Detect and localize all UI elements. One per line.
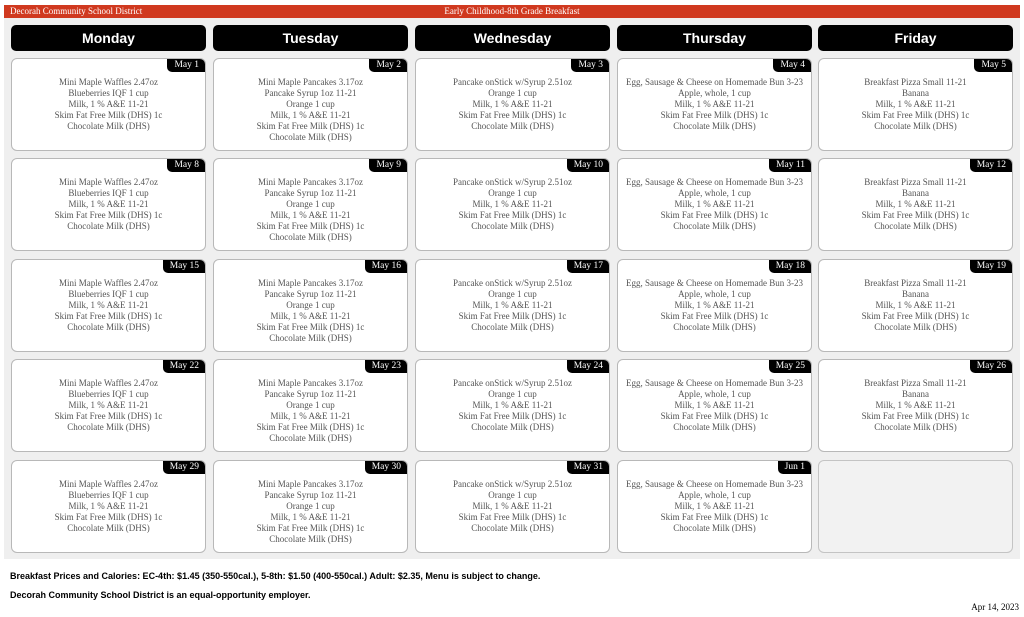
menu-item: Egg, Sausage & Cheese on Homemade Bun 3-23 xyxy=(626,479,803,489)
day-cell xyxy=(213,460,408,553)
menu-item: Banana xyxy=(902,188,929,198)
date-label: May 12 xyxy=(970,159,1012,172)
day-header-wednesday: Wednesday xyxy=(415,25,610,51)
menu-item: Orange 1 cup xyxy=(286,99,335,109)
employer-note: Decorah Community School District is an equal-opportunity employer. xyxy=(10,590,311,600)
menu-item: Chocolate Milk (DHS) xyxy=(269,232,352,242)
menu-item: Milk, 1 % A&E 11-21 xyxy=(472,400,553,410)
menu-item: Breakfast Pizza Small 11-21 xyxy=(864,278,967,288)
menu-item: Milk, 1 % A&E 11-21 xyxy=(875,99,956,109)
menu-item: Chocolate Milk (DHS) xyxy=(471,322,554,332)
day-cell xyxy=(213,158,408,251)
menu-item-list xyxy=(618,378,811,433)
menu-item: Pancake Syrup 1oz 11-21 xyxy=(264,490,357,500)
menu-item: Skim Fat Free Milk (DHS) 1c xyxy=(256,322,365,332)
date-label: May 31 xyxy=(567,461,609,474)
menu-item: Egg, Sausage & Cheese on Homemade Bun 3-23 xyxy=(626,177,803,187)
menu-item-list xyxy=(214,278,407,344)
day-cell xyxy=(617,460,812,553)
menu-item: Milk, 1 % A&E 11-21 xyxy=(270,110,351,120)
date-label: May 3 xyxy=(571,59,609,72)
menu-item: Chocolate Milk (DHS) xyxy=(67,523,150,533)
menu-item: Chocolate Milk (DHS) xyxy=(673,221,756,231)
menu-item: Breakfast Pizza Small 11-21 xyxy=(864,177,967,187)
print-date: Apr 14, 2023 xyxy=(971,602,1019,612)
menu-item-list xyxy=(618,479,811,534)
menu-item: Milk, 1 % A&E 11-21 xyxy=(68,199,149,209)
menu-item: Banana xyxy=(902,289,929,299)
menu-item: Milk, 1 % A&E 11-21 xyxy=(270,210,351,220)
menu-item: Chocolate Milk (DHS) xyxy=(67,221,150,231)
menu-item: Chocolate Milk (DHS) xyxy=(874,322,957,332)
menu-item-list xyxy=(618,177,811,232)
menu-item: Chocolate Milk (DHS) xyxy=(673,121,756,131)
menu-item: Apple, whole, 1 cup xyxy=(678,88,751,98)
menu-item: Orange 1 cup xyxy=(286,400,335,410)
menu-item: Chocolate Milk (DHS) xyxy=(673,422,756,432)
menu-item: Skim Fat Free Milk (DHS) 1c xyxy=(660,512,769,522)
menu-item: Apple, whole, 1 cup xyxy=(678,289,751,299)
menu-item: Skim Fat Free Milk (DHS) 1c xyxy=(660,210,769,220)
day-cell xyxy=(617,158,812,251)
day-cell xyxy=(415,58,610,151)
date-label: May 25 xyxy=(769,360,811,373)
day-cell xyxy=(11,58,206,151)
menu-item: Chocolate Milk (DHS) xyxy=(471,121,554,131)
menu-item: Chocolate Milk (DHS) xyxy=(874,221,957,231)
menu-item-list xyxy=(819,378,1012,433)
menu-item-list xyxy=(214,177,407,243)
menu-item: Breakfast Pizza Small 11-21 xyxy=(864,378,967,388)
menu-item: Skim Fat Free Milk (DHS) 1c xyxy=(861,110,970,120)
prices-note: Breakfast Prices and Calories: EC-4th: $1.45 (350-550cal.), 5-8th: $1.50 (400-550cal.) Adult: $2.35, Menu is subject to change. xyxy=(10,571,541,581)
menu-item: Skim Fat Free Milk (DHS) 1c xyxy=(54,110,163,120)
menu-item: Mini Maple Waffles 2.47oz xyxy=(59,278,158,288)
menu-item: Blueberries IQF 1 cup xyxy=(68,188,149,198)
menu-item: Milk, 1 % A&E 11-21 xyxy=(270,512,351,522)
menu-item-list xyxy=(12,378,205,433)
menu-item: Milk, 1 % A&E 11-21 xyxy=(68,501,149,511)
menu-item: Orange 1 cup xyxy=(488,490,537,500)
menu-item: Egg, Sausage & Cheese on Homemade Bun 3-23 xyxy=(626,77,803,87)
date-label: May 30 xyxy=(365,461,407,474)
menu-item-list xyxy=(819,77,1012,132)
menu-item: Milk, 1 % A&E 11-21 xyxy=(270,311,351,321)
date-label: May 24 xyxy=(567,360,609,373)
menu-item: Chocolate Milk (DHS) xyxy=(471,221,554,231)
menu-item: Milk, 1 % A&E 11-21 xyxy=(674,501,755,511)
date-label: May 5 xyxy=(974,59,1012,72)
menu-item: Milk, 1 % A&E 11-21 xyxy=(472,501,553,511)
menu-item: Pancake onStick w/Syrup 2.51oz xyxy=(453,77,572,87)
menu-item: Mini Maple Pancakes 3.17oz xyxy=(258,278,363,288)
district-name: Decorah Community School District xyxy=(10,6,143,16)
menu-item: Skim Fat Free Milk (DHS) 1c xyxy=(660,110,769,120)
menu-item: Mini Maple Pancakes 3.17oz xyxy=(258,77,363,87)
day-cell xyxy=(11,158,206,251)
day-cell xyxy=(617,359,812,452)
menu-item: Skim Fat Free Milk (DHS) 1c xyxy=(256,221,365,231)
menu-item: Skim Fat Free Milk (DHS) 1c xyxy=(660,311,769,321)
menu-item-list xyxy=(819,177,1012,232)
calendar-grid xyxy=(4,18,1020,559)
menu-item: Chocolate Milk (DHS) xyxy=(673,322,756,332)
menu-item: Skim Fat Free Milk (DHS) 1c xyxy=(256,121,365,131)
menu-item: Pancake Syrup 1oz 11-21 xyxy=(264,188,357,198)
menu-item-list xyxy=(12,278,205,333)
menu-item: Chocolate Milk (DHS) xyxy=(673,523,756,533)
menu-item: Chocolate Milk (DHS) xyxy=(471,523,554,533)
menu-item: Orange 1 cup xyxy=(286,501,335,511)
menu-item: Skim Fat Free Milk (DHS) 1c xyxy=(660,411,769,421)
menu-title: Early Childhood-8th Grade Breakfast xyxy=(444,6,580,16)
menu-item: Chocolate Milk (DHS) xyxy=(269,132,352,142)
day-cell xyxy=(213,58,408,151)
date-label: May 29 xyxy=(163,461,205,474)
date-label: May 19 xyxy=(970,260,1012,273)
date-label: May 8 xyxy=(167,159,205,172)
menu-item: Skim Fat Free Milk (DHS) 1c xyxy=(861,210,970,220)
menu-item: Skim Fat Free Milk (DHS) 1c xyxy=(256,523,365,533)
menu-item: Apple, whole, 1 cup xyxy=(678,490,751,500)
menu-item: Milk, 1 % A&E 11-21 xyxy=(674,400,755,410)
menu-item-list xyxy=(618,77,811,132)
date-label: May 15 xyxy=(163,260,205,273)
menu-item: Milk, 1 % A&E 11-21 xyxy=(674,199,755,209)
date-label: May 22 xyxy=(163,360,205,373)
date-label: May 10 xyxy=(567,159,609,172)
menu-item: Chocolate Milk (DHS) xyxy=(269,333,352,343)
menu-item: Chocolate Milk (DHS) xyxy=(269,433,352,443)
day-cell xyxy=(213,259,408,352)
menu-item-list xyxy=(416,479,609,534)
date-label: May 2 xyxy=(369,59,407,72)
menu-item: Chocolate Milk (DHS) xyxy=(67,121,150,131)
menu-item: Skim Fat Free Milk (DHS) 1c xyxy=(458,210,567,220)
date-label: May 9 xyxy=(369,159,407,172)
date-label: May 11 xyxy=(769,159,811,172)
menu-item: Orange 1 cup xyxy=(286,300,335,310)
menu-item: Milk, 1 % A&E 11-21 xyxy=(472,199,553,209)
menu-item: Egg, Sausage & Cheese on Homemade Bun 3-23 xyxy=(626,278,803,288)
menu-item: Chocolate Milk (DHS) xyxy=(874,422,957,432)
day-cell xyxy=(213,359,408,452)
menu-item-list xyxy=(618,278,811,333)
day-header-tuesday: Tuesday xyxy=(213,25,408,51)
menu-item: Apple, whole, 1 cup xyxy=(678,188,751,198)
date-label: May 23 xyxy=(365,360,407,373)
menu-item: Pancake onStick w/Syrup 2.51oz xyxy=(453,177,572,187)
menu-item: Skim Fat Free Milk (DHS) 1c xyxy=(861,311,970,321)
date-label: Jun 1 xyxy=(778,461,811,474)
menu-item: Banana xyxy=(902,88,929,98)
menu-item: Skim Fat Free Milk (DHS) 1c xyxy=(458,411,567,421)
menu-item: Blueberries IQF 1 cup xyxy=(68,389,149,399)
menu-item: Orange 1 cup xyxy=(286,199,335,209)
day-cell xyxy=(11,259,206,352)
day-header-monday: Monday xyxy=(11,25,206,51)
menu-item: Skim Fat Free Milk (DHS) 1c xyxy=(54,311,163,321)
day-cell xyxy=(818,259,1013,352)
menu-item-list xyxy=(12,77,205,132)
menu-item: Egg, Sausage & Cheese on Homemade Bun 3-23 xyxy=(626,378,803,388)
menu-item: Blueberries IQF 1 cup xyxy=(68,88,149,98)
menu-item: Blueberries IQF 1 cup xyxy=(68,490,149,500)
menu-item-list xyxy=(214,77,407,143)
menu-item: Pancake onStick w/Syrup 2.51oz xyxy=(453,378,572,388)
menu-item: Chocolate Milk (DHS) xyxy=(874,121,957,131)
menu-item: Pancake Syrup 1oz 11-21 xyxy=(264,289,357,299)
menu-item-list xyxy=(12,479,205,534)
menu-item: Milk, 1 % A&E 11-21 xyxy=(270,411,351,421)
menu-item-list xyxy=(214,378,407,444)
day-cell xyxy=(415,359,610,452)
menu-item-list xyxy=(416,378,609,433)
menu-item: Orange 1 cup xyxy=(488,289,537,299)
menu-item: Milk, 1 % A&E 11-21 xyxy=(472,300,553,310)
top-banner xyxy=(4,5,1020,18)
day-cell xyxy=(617,58,812,151)
day-cell xyxy=(818,158,1013,251)
date-label: May 17 xyxy=(567,260,609,273)
menu-item: Mini Maple Waffles 2.47oz xyxy=(59,77,158,87)
menu-item-list xyxy=(416,278,609,333)
menu-item: Milk, 1 % A&E 11-21 xyxy=(674,300,755,310)
menu-item-list xyxy=(12,177,205,232)
menu-item: Mini Maple Pancakes 3.17oz xyxy=(258,479,363,489)
menu-item: Mini Maple Pancakes 3.17oz xyxy=(258,177,363,187)
menu-item: Chocolate Milk (DHS) xyxy=(471,422,554,432)
menu-item: Chocolate Milk (DHS) xyxy=(67,322,150,332)
menu-item: Milk, 1 % A&E 11-21 xyxy=(875,300,956,310)
date-label: May 26 xyxy=(970,360,1012,373)
empty-day-cell xyxy=(818,460,1013,553)
menu-item: Skim Fat Free Milk (DHS) 1c xyxy=(256,422,365,432)
menu-item: Skim Fat Free Milk (DHS) 1c xyxy=(54,411,163,421)
menu-item: Skim Fat Free Milk (DHS) 1c xyxy=(458,311,567,321)
menu-item: Milk, 1 % A&E 11-21 xyxy=(875,400,956,410)
menu-item: Banana xyxy=(902,389,929,399)
date-label: May 18 xyxy=(769,260,811,273)
day-cell xyxy=(617,259,812,352)
menu-item: Skim Fat Free Milk (DHS) 1c xyxy=(861,411,970,421)
date-label: May 16 xyxy=(365,260,407,273)
date-label: May 4 xyxy=(773,59,811,72)
menu-item-list xyxy=(214,479,407,545)
day-header-friday: Friday xyxy=(818,25,1013,51)
date-label: May 1 xyxy=(167,59,205,72)
menu-item: Skim Fat Free Milk (DHS) 1c xyxy=(54,512,163,522)
menu-item: Blueberries IQF 1 cup xyxy=(68,289,149,299)
menu-item: Chocolate Milk (DHS) xyxy=(269,534,352,544)
day-cell xyxy=(11,359,206,452)
day-cell xyxy=(818,359,1013,452)
menu-item-list xyxy=(416,77,609,132)
menu-item: Skim Fat Free Milk (DHS) 1c xyxy=(54,210,163,220)
menu-item: Chocolate Milk (DHS) xyxy=(67,422,150,432)
menu-item: Milk, 1 % A&E 11-21 xyxy=(68,400,149,410)
menu-item: Pancake Syrup 1oz 11-21 xyxy=(264,88,357,98)
menu-item: Mini Maple Waffles 2.47oz xyxy=(59,479,158,489)
menu-item: Mini Maple Pancakes 3.17oz xyxy=(258,378,363,388)
menu-item: Milk, 1 % A&E 11-21 xyxy=(68,300,149,310)
day-cell xyxy=(818,58,1013,151)
menu-item: Milk, 1 % A&E 11-21 xyxy=(68,99,149,109)
day-cell xyxy=(415,158,610,251)
menu-item: Skim Fat Free Milk (DHS) 1c xyxy=(458,110,567,120)
menu-item: Mini Maple Waffles 2.47oz xyxy=(59,177,158,187)
menu-item: Orange 1 cup xyxy=(488,389,537,399)
menu-item: Milk, 1 % A&E 11-21 xyxy=(472,99,553,109)
menu-item: Orange 1 cup xyxy=(488,88,537,98)
menu-item: Pancake onStick w/Syrup 2.51oz xyxy=(453,479,572,489)
day-cell xyxy=(11,460,206,553)
menu-item-list xyxy=(416,177,609,232)
menu-item: Pancake Syrup 1oz 11-21 xyxy=(264,389,357,399)
menu-item: Skim Fat Free Milk (DHS) 1c xyxy=(458,512,567,522)
day-cell xyxy=(415,259,610,352)
menu-item: Mini Maple Waffles 2.47oz xyxy=(59,378,158,388)
menu-item: Milk, 1 % A&E 11-21 xyxy=(875,199,956,209)
day-header-thursday: Thursday xyxy=(617,25,812,51)
menu-item-list xyxy=(819,278,1012,333)
menu-item: Apple, whole, 1 cup xyxy=(678,389,751,399)
day-cell xyxy=(415,460,610,553)
menu-item: Pancake onStick w/Syrup 2.51oz xyxy=(453,278,572,288)
menu-item: Orange 1 cup xyxy=(488,188,537,198)
menu-item: Milk, 1 % A&E 11-21 xyxy=(674,99,755,109)
menu-item: Breakfast Pizza Small 11-21 xyxy=(864,77,967,87)
